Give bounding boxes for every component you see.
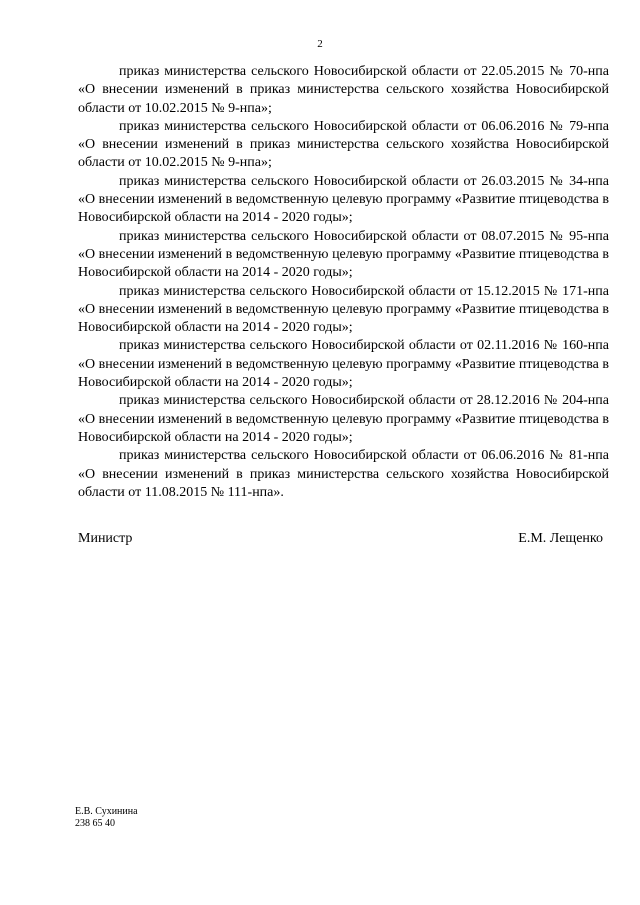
order-paragraph-8: приказ министерства сельского Новосибирской области от 06.06.2016 № 81-нпа «О внесении изменений в приказ министерства сельского хозяйства Новосибирской области от 11.08.2015 № 111-нпа». [78,448,609,500]
order-paragraph-5: приказ министерства сельского Новосибирской области от 15.12.2015 № 171-нпа «О внесении изменений в ведомственную целевую программу «Развитие птицеводства в Новосибирской области на 2014 - 2020 годы»; [78,283,609,336]
executor-name: Е.В. Сухинина [75,806,138,817]
order-paragraph-7: приказ министерства сельского Новосибирской области от 28.12.2016 № 204-нпа «О внесении изменений в ведомственную целевую программу «Развитие птицеводства в Новосибирской области на 2014 - 2020 годы»; [78,393,609,445]
order-paragraph-1: приказ министерства сельского Новосибирской области от 22.05.2015 № 70-нпа «О внесении изменений в приказ министерства сельского хозяйства Новосибирской области от 10.02.2015 № 9-нпа»; [78,64,609,116]
order-paragraph-2: приказ министерства сельского Новосибирской области от 06.06.2016 № 79-нпа «О внесении изменений в приказ министерства сельского хозяйства Новосибирской области от 10.02.2015 № 9-нпа»; [78,118,609,171]
order-paragraph-4: приказ министерства сельского Новосибирской области от 08.07.2015 № 95-нпа «О внесении изменений в ведомственную целевую программу «Развитие птицеводства в Новосибирской области на 2014 - 2020 годы»; [78,228,609,281]
order-paragraph-3: приказ министерства сельского Новосибирской области от 26.03.2015 № 34-нпа «О внесении изменений в ведомственную целевую программу «Развитие птицеводства в Новосибирской области на 2014 - 2020 годы»; [78,173,609,226]
order-paragraph-6: приказ министерства сельского Новосибирской области от 02.11.2016 № 160-нпа «О внесении изменений в ведомственную целевую программу «Развитие птицеводства в Новосибирской области на 2014 - 2020 годы»; [78,338,609,391]
executor-phone: 238 65 40 [75,818,115,829]
document-body [78,63,609,502]
page-number: 2 [317,38,323,50]
signatory-title: Министр [78,531,133,546]
executor-block [75,806,138,830]
signatory-name: Е.М. Лещенко [518,531,603,546]
